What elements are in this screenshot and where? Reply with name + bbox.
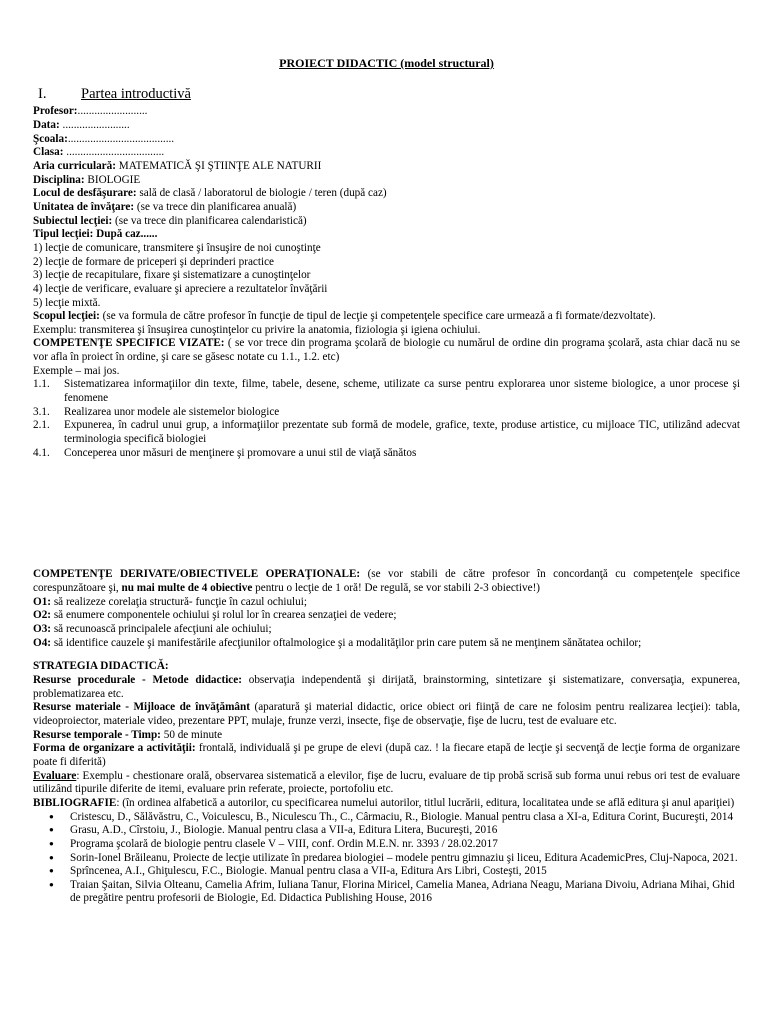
bibliography-item: ● Grasu, A.D., Cîrstoiu, J., Biologie. Manual pentru clasa a VII-a, Editura Litera, Bucureşti, 2016 xyxy=(33,824,740,838)
lesson-type-item: 3) lecţie de recapitulare, fixare şi sistematizare a cunoştinţelor xyxy=(33,269,311,282)
bullet-icon xyxy=(33,879,70,906)
field-disciplina: Disciplina: BIOLOGIE xyxy=(33,173,141,186)
resurse-materiale: Resurse materiale - Mijloace de învăţământ (aparatură şi material didactic, orice obiect ori fiinţă de care ne folosim pentru realizarea lecţiei): tabla, videoproiector, materiale video, prezentare PPT, mulaje, frunze verzi, insecte, fişe de observaţie, fişe de lucru, test de evaluare etc. xyxy=(33,701,740,727)
bibliografie-heading: BIBLIOGRAFIE: (în ordinea alfabetică a autorilor, cu specificarea numelui autorilor, titlul lucrării, editura, localitatea unde se află editura şi anul apariţiei) xyxy=(33,796,735,809)
strategia-heading: STRATEGIA DIDACTICĂ: xyxy=(33,660,169,673)
bullet-icon xyxy=(33,865,70,879)
resurse-temporale: Resurse temporale - Timp: 50 de minute xyxy=(33,728,223,741)
lesson-type-item: 5) lecţie mixtă. xyxy=(33,296,101,309)
bibliography-item: ● Traian Şaitan, Silvia Olteanu, Camelia Afrim, Iuliana Tanur, Florina Miricel, Camelia Manea, Adriana Neagu, Mariana Divoiu, Adriana Mihai, Ghid de pregătire pentru profesorii de Biologie, Ed. Didactica Publishing House, 2016 xyxy=(33,879,740,906)
scopul-example: Exemplu: transmiterea şi însuşirea cunoştinţelor cu privire la anatomia, fiziologia şi igiena ochiului. xyxy=(33,323,481,336)
bibliography-item: ● Sorin-Ionel Brăileanu, Proiecte de lecţie utilizate în predarea biologiei – modele pentru gimnaziu şi liceu, Editura AcademicPres, Cluj-Napoca, 2021. xyxy=(33,852,740,866)
field-scoala: Şcoala:...................................... xyxy=(33,132,175,145)
competenta-item: 4.1. Conceperea unor măsuri de menţinere şi promovare a unui stil de viaţă sănătos xyxy=(33,446,417,459)
bullet-icon xyxy=(33,811,70,825)
field-aria-curriculara: Aria curriculară: MATEMATICĂ ŞI ŞTIINŢE ALE NATURII xyxy=(33,159,322,172)
competente-examples-label: Exemple – mai jos. xyxy=(33,364,120,377)
lesson-type-item: 1) lecţie de comunicare, transmitere şi însuşire de noi cunoştinţe xyxy=(33,241,321,254)
blank-space xyxy=(33,460,740,568)
lesson-type-item: 4) lecţie de verificare, evaluare şi apreciere a rezultatelor învăţării xyxy=(33,282,328,295)
bullet-icon xyxy=(33,824,70,838)
document-title: PROIECT DIDACTIC (model structural) xyxy=(279,56,494,70)
bibliography-item: ● Cristescu, D., Sălăvăstru, C., Voiculescu, B., Niculescu Th., C., Cârmaciu, R., Biologie. Manual pentru clasa a XI-a, Editura Corint, Bucureşti, 2014 xyxy=(33,811,740,825)
section-number: I. xyxy=(38,85,47,102)
competenta-item: 2.1. Expunerea, în cadrul unui grup, a informaţiilor prezentate sub formă de modele, grafice, texte, produse artistice, cu mijloace TIC, utilizând adecvat terminologia specifică biologiei xyxy=(33,419,740,446)
bullet-icon xyxy=(33,838,70,852)
objective-item: O4: să identifice cauzele şi manifestările afecţiunilor oftalmologice şi a modalităţilor prin care putem să ne menţinem sănătatea ochilor; xyxy=(33,636,642,649)
bullet-icon xyxy=(33,852,70,866)
bibliography-item: ● Programa şcolară de biologie pentru clasele V – VIII, conf. Ordin M.E.N. nr. 3393 / 28.02.2017 xyxy=(33,838,740,852)
bibliography-item: ● Sprîncenea, A.I., Ghiţulescu, F.C., Biologie. Manual pentru clasa a VII-a, Editura Ars Libri, Costeşti, 2015 xyxy=(33,865,740,879)
competente-specifice: COMPETENŢE SPECIFICE VIZATE: ( se vor trece din programa şcolară de biologie cu numărul de ordine din programa şcolară, asta chiar dacă nu se vor afla în proiect în ordine, şi care se găsesc notate cu 1.1., 1.2. etc) xyxy=(33,337,740,364)
field-tipul: Tipul lecţiei: După caz...... xyxy=(33,228,158,241)
blank-space xyxy=(33,650,740,660)
evaluare: Evaluare: Exemplu - chestionare orală, observarea sistematică a elevilor, fişe de lucru, evaluare de tip probă scrisă sub forma unui rebus ori test de evaluare utilizând tipurile diferite de itemi, evaluare prin referate, proiecte, portofoliu etc. xyxy=(33,769,740,796)
field-profesor: Profesor:......................... xyxy=(33,105,148,118)
field-unitatea: Unitatea de învăţare: (se va trece din planificarea anuală) xyxy=(33,200,297,213)
field-locul: Locul de desfăşurare: sală de clasă / laboratorul de biologie / teren (după caz) xyxy=(33,187,387,200)
competenta-item: 3.1. Realizarea unor modele ale sistemelor biologice xyxy=(33,405,280,418)
objective-item: O1: să realizeze corelaţia structură- funcţie în cazul ochiului; xyxy=(33,595,307,608)
competenta-item: 1.1. Sistematizarea informaţiilor din texte, filme, tabele, desene, scheme, utilizate ca surse pentru explorarea unor sisteme biologice, a unor procese şi fenomene xyxy=(33,378,740,405)
objective-item: O3: să recunoască principalele afecţiuni ale ochiului; xyxy=(33,623,272,635)
bibliography-list xyxy=(33,811,740,907)
scopul-lectiei: Scopul lecţiei: (se va formula de către profesor în funcţie de tipul de lecţie şi competenţele specifice care urmează a fi formate/dezvoltate). xyxy=(33,310,656,323)
forma-organizare: Forma de organizare a activităţii: frontală, individuală şi pe grupe de elevi (după caz. ! la fiecare etapă de lecţie şi secvenţă de lecţie forma de organizare poate fi diferită) xyxy=(33,742,740,768)
field-data: Data: ........................ xyxy=(33,118,130,131)
competente-derivate: COMPETENŢE DERIVATE/OBIECTIVELE OPERAŢIONALE: (se vor stabili de către profesor în concordanţă cu competenţele specifice corespunzătoare şi, nu mai multe de 4 obiective pentru o lecţie de 1 oră! De regulă, se vor stabili 2-3 obiective!) xyxy=(33,568,741,595)
section-title: Partea introductivă xyxy=(81,85,191,102)
field-subiectul: Subiectul lecţiei: (se va trece din planificarea calendaristică) xyxy=(33,214,307,227)
field-clasa: Clasa: ................................... xyxy=(33,146,165,159)
objective-item: O2: să enumere componentele ochiului şi rolul lor în crearea senzaţiei de vedere; xyxy=(33,609,397,622)
section-heading xyxy=(38,86,740,104)
resurse-procedurale: Resurse procedurale - Metode didactice: observaţia independentă şi dirijată, brainstorming, sintetizare şi sistematizare, conversaţia, expunerea, problematizarea etc. xyxy=(33,673,740,700)
lesson-type-item: 2) lecţie de formare de priceperi şi deprinderi practice xyxy=(33,255,275,268)
